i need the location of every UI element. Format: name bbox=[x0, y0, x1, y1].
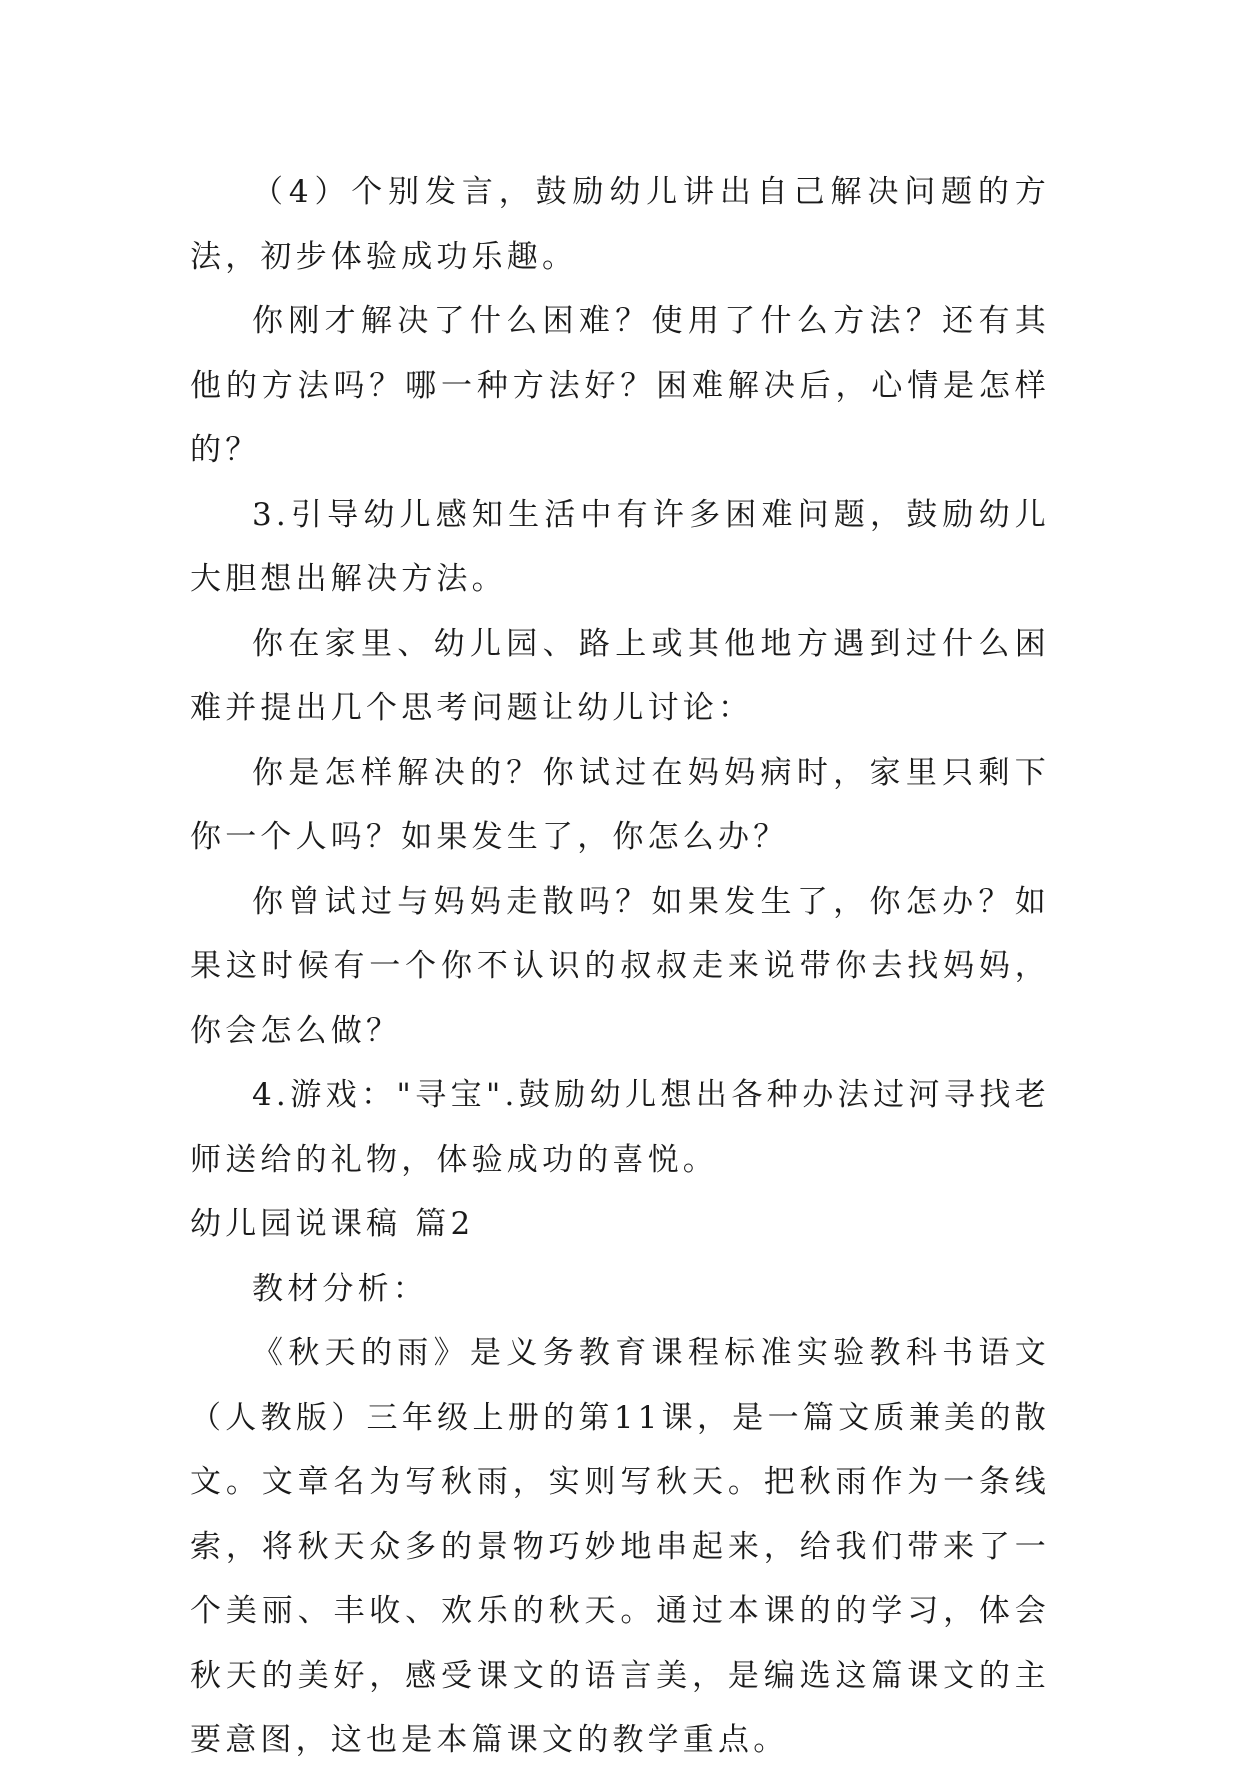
paragraph: 4.游戏："寻宝".鼓励幼儿想出各种办法过河寻找老师送给的礼物，体验成功的喜悦。 bbox=[190, 1077, 1050, 1178]
paragraph: 3.引导幼儿感知生活中有许多困难问题，鼓励幼儿大胆想出解决方法。 bbox=[190, 496, 1050, 597]
section-heading: 幼儿园说课稿 篇2 bbox=[190, 1206, 475, 1242]
paragraph: 教材分析： bbox=[252, 1270, 428, 1307]
paragraph: 你曾试过与妈妈走散吗？如果发生了，你怎办？如果这时候有一个你不认识的叔叔走来说带你去找妈妈，你会怎么做？ bbox=[190, 883, 1050, 1049]
paragraph: 《秋天的雨》是义务教育课程标准实验教科书语文（人教版）三年级上册的第11课，是一篇文质兼美的散文。文章名为写秋雨，实则写秋天。把秋雨作为一条线索，将秋天众多的景物巧妙地串起来，给我们带来了一个美丽、丰收、欢乐的秋天。通过本课的的学习，体会秋天的美好，感受课文的语言美，是编选这篇课文的主要意图，这也是本篇课文的教学重点。 bbox=[190, 1335, 1050, 1758]
document-body bbox=[190, 160, 1050, 1773]
paragraph: 你刚才解决了什么困难？使用了什么方法？还有其他的方法吗？哪一种方法好？困难解决后，心情是怎样的？ bbox=[190, 303, 1050, 468]
paragraph: 你是怎样解决的？你试过在妈妈病时，家里只剩下你一个人吗？如果发生了，你怎么办？ bbox=[190, 754, 1050, 855]
paragraph: 你在家里、幼儿园、路上或其他地方遇到过什么困难并提出几个思考问题让幼儿讨论： bbox=[190, 625, 1050, 726]
paragraph: （4）个别发言，鼓励幼儿讲出自己解决问题的方法，初步体验成功乐趣。 bbox=[190, 174, 1050, 275]
